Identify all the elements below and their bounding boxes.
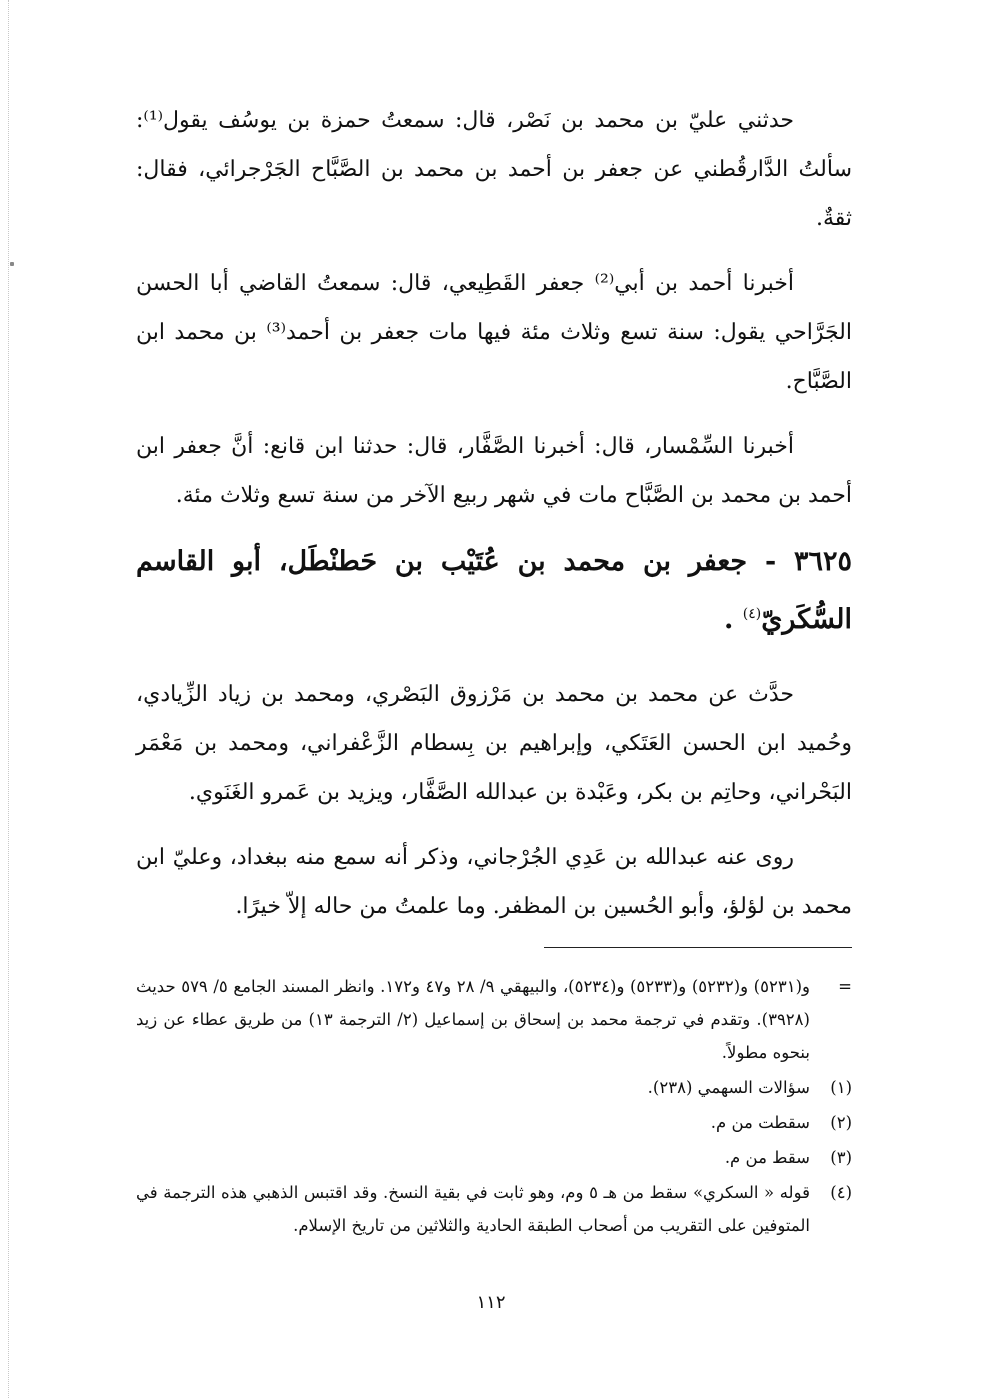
page-body [136, 96, 852, 1244]
footnote-number: (٣) [830, 1148, 852, 1167]
footnote-number: (٢) [830, 1113, 852, 1132]
footnote-2 [136, 1106, 852, 1139]
footnote-number: (٤) [830, 1183, 852, 1202]
page-number: ١١٢ [476, 1292, 506, 1313]
footnote-text: سقطت من م. [710, 1113, 810, 1132]
paragraph-5: روى عنه عبدالله بن عَدِي الجُرْجاني، وذكر أنه سمع منه ببغداد، وعليّ ابن محمد بن لؤلؤ، وأبو الحُسين بن المظفر. وما علمتُ من حاله إلاّ خيرًا. [136, 845, 852, 919]
footnote-number: = [838, 977, 852, 996]
paragraph-4: حدَّث عن محمد بن محمد بن مَرْزوق البَصْري، ومحمد بن زياد الزِّيادي، وحُميد ابن الحسن العَتَكي، وإبراهيم بن بِسطام الزَّعْفراني، ومحمد بن مَعْمَر البَحْراني، وحاتِم بن بكر، وعَبْدة بن عبدالله الصَّفَّار، ويزيد بن عَمرو الغَنَوي. [136, 682, 852, 805]
footnote-continuation [136, 970, 852, 1069]
entry-heading-text: ٣٦٢٥ - جعفر بن محمد بن عُتَيْب بن حَطنْطَل، أبو القاسم السُّكَريّ [136, 546, 852, 635]
entry-heading [136, 536, 852, 646]
paragraph-1: حدثني عليّ بن محمد بن نَصْر، قال: سمعتُ حمزة بن يوسُف يقول⁽¹⁾: سألتُ الدَّارقُطني عن جعفر بن أحمد بن محمد بن الصَّبَّاح الجَرْجرائي، فقال: ثقةٌ. [136, 108, 852, 231]
paragraph-3: أخبرنا السِّمْسار، قال: أخبرنا الصَّفَّار، قال: حدثنا ابن قانع: أنَّ جعفر ابن أحمد بن محمد بن الصَّبَّاح مات في شهر ربيع الآخر من سنة تسع وثلاث مئة. [136, 434, 852, 508]
footnote-3 [136, 1141, 852, 1174]
footnote-text: و(٥٢٣١) و(٥٢٣٢) و(٥٢٣٣) و(٥٢٣٤)، والبيهقي ٩/ ٢٨ و٤٧ و١٧٢. وانظر المسند الجامع ٥/ ٥٧٩ حديث (٣٩٢٨). وتقدم في ترجمة محمد بن إسحاق بن إسماعيل (٢/ الترجمة ١٣) من طريق عطاء عن زيد بنحوه مطولاً. [136, 977, 810, 1062]
scan-edge-line [8, 0, 10, 1398]
entry-heading-end: . [723, 604, 734, 635]
footnote-1 [136, 1071, 852, 1104]
footnote-4 [136, 1176, 852, 1242]
footnote-separator [544, 947, 852, 948]
footnote-text: قوله « السكري» سقط من هـ ٥ وم، وهو ثابت في بقية النسخ. وقد اقتبس الذهبي هذه الترجمة في المتوفين على التقريب من أصحاب الطبقة الحادية والثلاثين من تاريخ الإسلام. [136, 1183, 810, 1235]
paragraph-2: أخبرنا أحمد بن أبي⁽²⁾ جعفر القَطِيعي، قال: سمعتُ القاضي أبا الحسن الجَرَّاحي يقول: سنة تسع وثلاث مئة فيها مات جعفر بن أحمد⁽³⁾ بن محمد ابن الصَّبَّاح. [136, 271, 852, 394]
footnote-text: سقط من م. [724, 1148, 810, 1167]
scan-edge-mark [10, 262, 14, 266]
footnote-number: (١) [830, 1078, 852, 1097]
entry-heading-footnote-marker: (٤) [742, 606, 762, 622]
footnote-text: سؤالات السهمي (٢٣٨). [647, 1078, 810, 1097]
